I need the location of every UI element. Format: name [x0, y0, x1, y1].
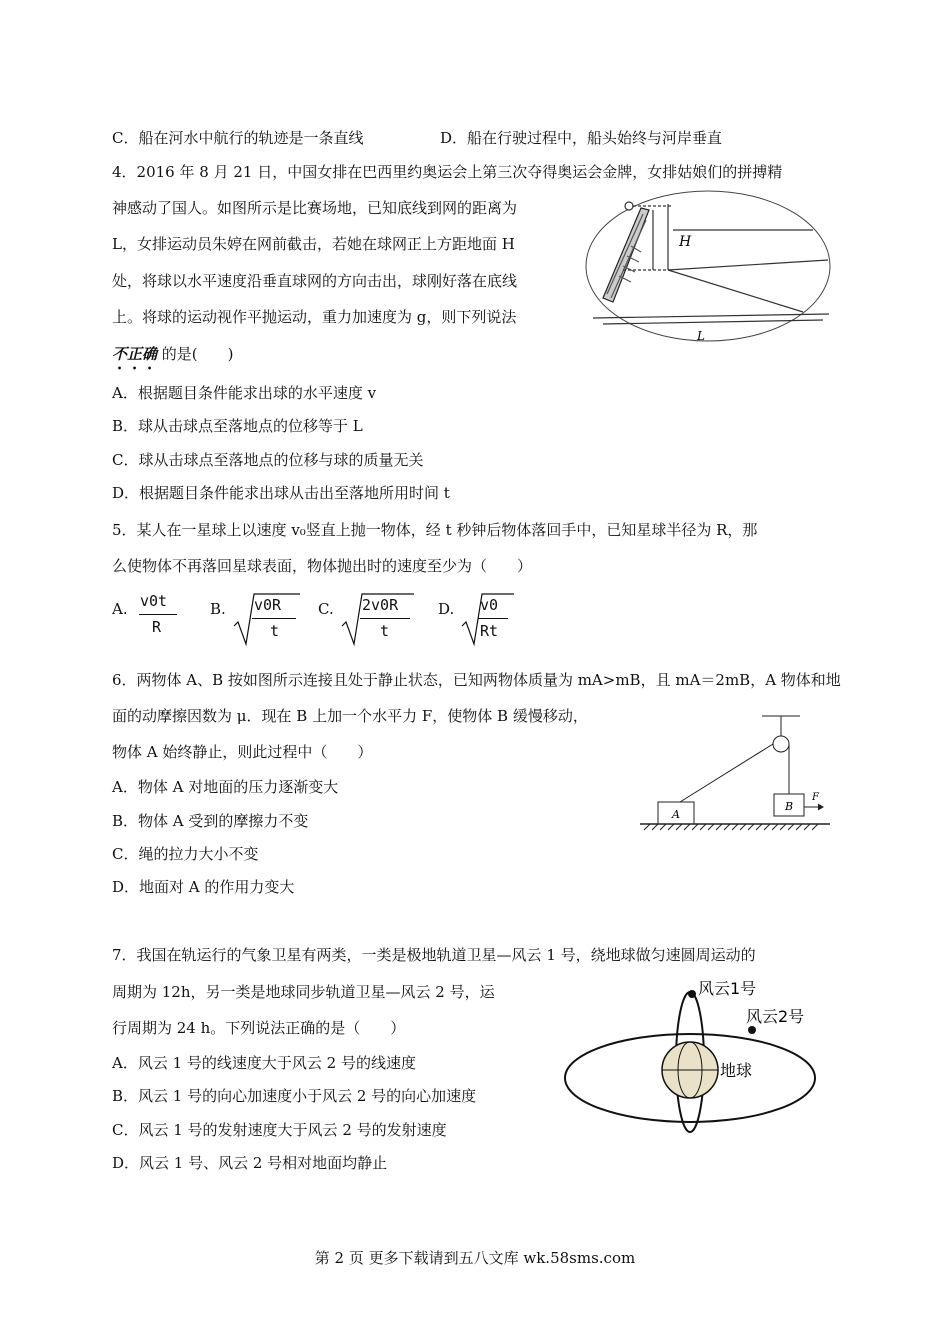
q5-option-b [210, 592, 300, 648]
q5-stem-line2: 么使物体不再落回星球表面，物体抛出时的速度至少为（ ） [112, 557, 533, 575]
q5-option-a-numerator: v0t [140, 592, 168, 610]
q3-option-c: C．船在河水中航行的轨迹是一条直线 [112, 129, 364, 147]
q7-option-b: B．风云 1 号的向心加速度小于风云 2 号的向心加速度 [112, 1087, 477, 1105]
q5-option-a-denominator: R [152, 618, 162, 636]
q4-stem-line1: 4．2016 年 8 月 21 日，中国女排在巴西里约奥运会上第三次夺得奥运会金牌，女排姑娘们的拼搏精 [112, 163, 783, 181]
q7-stem-line2: 周期为 12h，另一类是地球同步轨道卫星—风云 2 号，运 [112, 983, 495, 1001]
q7-option-c: C．风云 1 号的发射速度大于风云 2 号的发射速度 [112, 1121, 447, 1139]
satellite-orbit-figure [560, 972, 830, 1134]
q5-option-a-label: A. [112, 600, 128, 618]
q4-stem-line6 [112, 344, 234, 373]
pulley-figure [640, 712, 830, 832]
q5-option-c-label: C. [318, 600, 334, 618]
fraction-bar [252, 618, 296, 619]
q5-option-c-numerator: 2v0R [362, 596, 399, 614]
volleyball-l-label: L [697, 329, 705, 343]
q4-stem-line2: 神感动了国人。如图所示是比赛场地，已知底线到网的距离为 [112, 199, 518, 217]
block-b-label: B [785, 800, 794, 813]
earth-label: 地球 [720, 1061, 753, 1080]
q5-option-b-numerator: v0R [254, 596, 282, 614]
q5-option-d-label: D. [438, 600, 455, 618]
fraction-bar [360, 618, 410, 619]
q4-stem-line5: 上。将球的运动视作平抛运动，重力加速度为 g，则下列说法 [112, 308, 517, 326]
q4-option-d: D．根据题目条件能求出球从击出至落地所用时间 t [112, 484, 450, 502]
q7-stem-line3: 行周期为 24 h。下列说法正确的是（ ） [112, 1019, 406, 1037]
satellite-2-label: 风云2号 [746, 1007, 805, 1026]
q4-stem-line4: 处，将球以水平速度沿垂直球网的方向击出，球刚好落在底线 [112, 272, 518, 290]
q6-stem-line3: 物体 A 始终静止，则此过程中（ ） [112, 743, 373, 761]
force-f-label: F [812, 792, 819, 803]
volleyball-court-figure [583, 190, 833, 350]
q4-option-c: C．球从击球点至落地点的位移与球的质量无关 [112, 451, 424, 469]
q5-option-a [112, 592, 192, 648]
q6-option-c: C．绳的拉力大小不变 [112, 845, 259, 863]
q3-option-d: D．船在行驶过程中，船头始终与河岸垂直 [440, 129, 723, 147]
q4-stem-line3: L，女排运动员朱婷在网前截击，若她在球网正上方距地面 H [112, 235, 515, 253]
emphasis-not-correct: 不正确 [112, 345, 158, 363]
q5-stem-line1: 5．某人在一星球上以速度 v₀竖直上抛一物体，经 t 秒钟后物体落回手中，已知星球半径为 R，那 [112, 521, 758, 539]
volleyball-h-label: H [679, 234, 692, 250]
q6-option-d: D．地面对 A 的作用力变大 [112, 878, 295, 896]
q5-option-d-denominator: Rt [480, 622, 499, 640]
q5-option-c-denominator: t [380, 622, 390, 640]
fraction-bar [139, 614, 177, 615]
satellite-1-label: 风云1号 [698, 979, 757, 998]
q4-stem-line6-rest: 的是( ) [157, 345, 234, 363]
page-footer: 第 2 页 更多下载请到五八文库 wk.58sms.com [314, 1249, 636, 1267]
q5-option-d-numerator: v0 [480, 596, 499, 614]
q6-stem-line1: 6．两物体 A、B 按如图所示连接且处于静止状态，已知两物体质量为 mA>mB，且 mA＝2mB，A 物体和地 [112, 671, 841, 689]
q5-option-c [318, 592, 418, 648]
q6-option-a: A．物体 A 对地面的压力逐渐变大 [112, 778, 339, 796]
q5-option-b-label: B. [210, 600, 226, 618]
block-a-label: A [672, 808, 680, 821]
q4-option-a: A．根据题目条件能求出球的水平速度 v [112, 384, 377, 402]
q6-option-b: B．物体 A 受到的摩擦力不变 [112, 812, 309, 830]
q7-option-d: D．风云 1 号、风云 2 号相对地面均静止 [112, 1154, 388, 1172]
q5-option-b-denominator: t [270, 622, 280, 640]
fraction-bar [478, 618, 508, 619]
satellite-2-icon [748, 1026, 756, 1034]
q7-stem-line1: 7．我国在轨运行的气象卫星有两类，一类是极地轨道卫星—风云 1 号，绕地球做匀速圆周运动的 [112, 946, 756, 964]
q7-option-a: A．风云 1 号的线速度大于风云 2 号的线速度 [112, 1054, 416, 1072]
q5-option-d [438, 592, 518, 648]
satellite-1-icon [688, 990, 696, 998]
q6-stem-line2: 面的动摩擦因数为 μ．现在 B 上加一个水平力 F，使物体 B 缓慢移动， [112, 707, 588, 725]
q4-option-b: B．球从击球点至落地点的位移等于 L [112, 417, 363, 435]
